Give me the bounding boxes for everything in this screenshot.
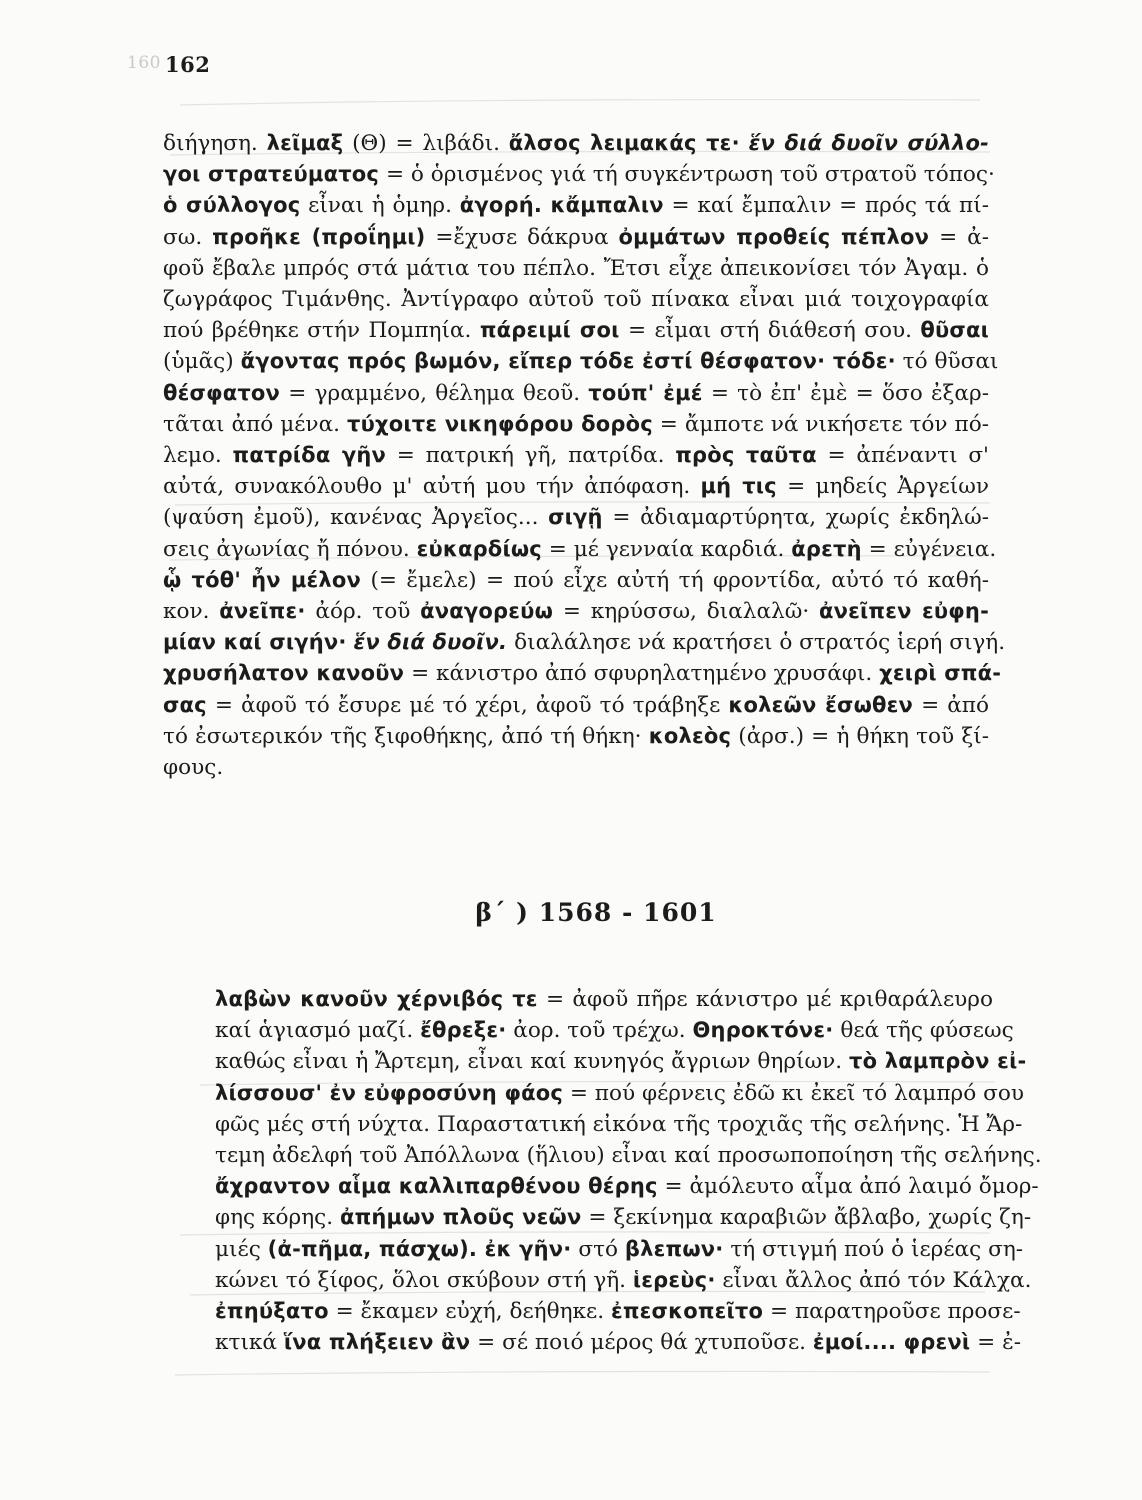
lemma-term: ἐπηύξατο [215, 1299, 329, 1324]
lemma-term: ἔθρεξε· [420, 1018, 507, 1043]
lemma-term: ἐμοί.... φρενὶ [812, 1330, 971, 1355]
lemma-term: χρυσήλατον κανοῦν [163, 661, 405, 686]
text-line [163, 190, 989, 221]
lemma-term: μίαν καί σιγήν· [163, 630, 347, 655]
lemma-term: ἐπεσκοπεῖτο [610, 1299, 764, 1324]
lemma-term: βλεπων· [624, 1236, 724, 1261]
text-line [215, 1234, 1024, 1265]
text-line [215, 1265, 1032, 1296]
gloss-text: φης κόρης. [215, 1205, 340, 1231]
lemma-term: ὁ σύλλογος [163, 193, 301, 218]
lemma-term: ἄλσος λειμακάς τε· [508, 131, 740, 155]
text-line [215, 1140, 1042, 1171]
gloss-text: = μέ γενναία καρδιά. [541, 536, 792, 562]
text-line [163, 222, 989, 253]
gloss-text: θεά τῆς φύσεως [833, 1018, 1014, 1044]
gloss-text: = γραμμένο, θέλημα θεοῦ. [280, 380, 589, 406]
commentary-paragraph-2 [215, 984, 1042, 1358]
page-number-text: 162 [165, 52, 211, 77]
gloss-text: αὐτά, συνακόλουθο μ' αὐτή μου τήν ἀπόφαση. [163, 474, 701, 500]
text-line [163, 253, 989, 284]
gloss-text: = ἀπέναντι σ' [816, 443, 989, 469]
text-line [163, 534, 997, 565]
gloss-text: τεμη ἀδελφή τοῦ Ἀπόλλωνα (ἥλιου) εἶναι καί προσωποποίηση τῆς σελήνης. [215, 1143, 1042, 1169]
lemma-term: θέσφατον [163, 380, 281, 405]
text-line [163, 409, 989, 440]
gloss-text: =ἔχυσε δάκρυα [425, 224, 619, 250]
lemma-term-italic: ἕν διά δυοῖν. [353, 630, 508, 655]
page-number [127, 52, 211, 77]
text-line [163, 502, 989, 533]
gloss-text: (Θ) = λιβάδι. [343, 131, 509, 156]
lemma-term: ἀνεῖπεν εὐφη- [818, 599, 989, 624]
gloss-text: στό [571, 1236, 625, 1262]
lemma-term: τύχοιτε νικηφόρου δορὸς [346, 411, 653, 436]
gloss-text: τό θῦσαι [895, 349, 999, 375]
gloss-text: τᾶται ἀπό μένα. [163, 411, 347, 437]
text-line [163, 378, 989, 409]
lemma-term: θῦσαι [920, 318, 989, 343]
gloss-text: = εὐγένεια. [861, 536, 997, 562]
lemma-term: ἀρετὴ [791, 536, 862, 561]
gloss-text: διήγηση. [163, 131, 267, 156]
text-line [163, 627, 1006, 658]
gloss-text: = εἶμαι στή διάθεσή σου. [619, 318, 921, 344]
lemma-term: κολεῶν ἔσωθεν [728, 692, 914, 717]
lemma-term: ἀνεῖπε· [219, 599, 306, 624]
text-line [163, 284, 989, 315]
text-line [163, 690, 989, 721]
lemma-term: μή τις [700, 474, 777, 499]
text-line [215, 1078, 1024, 1109]
text-line [163, 128, 989, 159]
gloss-text: = πού φέρνεις ἐδῶ κι ἐκεῖ τό λαμπρό σου [562, 1080, 1024, 1106]
text-line [163, 721, 989, 752]
gloss-text: = ἀφοῦ τό ἔσυρε μέ τό χέρι, ἀφοῦ τό τράβηξε [206, 692, 729, 718]
gloss-text: φους. [163, 755, 224, 781]
gloss-text: = πατρική γῆ, πατρίδα. [386, 443, 676, 469]
text-line [215, 1296, 1021, 1327]
text-line [163, 658, 1002, 689]
gloss-text: τό ἐσωτερικόν τῆς ξιφοθήκης, ἀπό τή θήκη· [163, 723, 649, 749]
gloss-text: = κάνιστρο ἀπό σφυρηλατημένο χρυσάφι. [404, 661, 880, 687]
gloss-text: κον. [163, 599, 220, 625]
text-line [215, 1171, 1039, 1202]
gloss-text: κώνει τό ξίφος, ὅλοι σκύβουν στή γῆ. [215, 1267, 633, 1293]
lemma-term: τὸ λαμπρὸν εἰ- [848, 1049, 1027, 1074]
gloss-text: = ὁ ὁρισμένος γιά τή συγκέντρωση τοῦ στρατοῦ τόπος· [379, 162, 995, 188]
gloss-text: (ψαύση ἐμοῦ), κανένας Ἀργεῖος... [163, 505, 549, 531]
text-line [215, 1327, 1021, 1358]
text-line [163, 752, 989, 783]
text-line [163, 315, 989, 346]
gloss-text: = ἀμόλευτο αἷμα ἀπό λαιμό ὄμορ- [657, 1174, 1039, 1200]
lemma-term: ᾧ τόθ' ἦν μέλον [163, 567, 362, 592]
gloss-text: = ἀ- [929, 224, 989, 250]
lemma-term: σιγῇ [548, 505, 603, 530]
gloss-text: = ἐ- [970, 1330, 1021, 1356]
gloss-text: = καί ἔμπαλιν = πρός τά πί- [663, 193, 989, 219]
lemma-term: κολεὸς [648, 723, 732, 748]
text-line [163, 159, 995, 190]
gloss-text: = παρατηροῦσε προσε- [763, 1299, 1021, 1325]
gloss-text: πού βρέθηκε στήν Πομπηία. [163, 318, 480, 344]
gloss-text: (= ἔμελε) = πού εἶχε αὐτή τή φροντίδα, αὐτό τό καθή- [361, 567, 989, 593]
text-line [163, 440, 989, 471]
text-line [215, 1015, 1014, 1046]
gloss-text: = τὸ ἐπ' ἐμὲ = ὅσο ἐξαρ- [702, 380, 990, 406]
gloss-text: μιές [215, 1236, 268, 1262]
lemma-term: ἱερεὺς· [632, 1267, 716, 1292]
lemma-term: γοι στρατεύματος [163, 162, 380, 187]
gloss-text: = ἄμποτε νά νικήσετε τόν πό- [652, 411, 989, 437]
lemma-term-italic: ἕν διά δυοῖν σύλλο- [748, 131, 990, 155]
text-line [163, 565, 989, 596]
gloss-text: = σέ ποιό μέρος θά χτυποῦσε. [470, 1330, 813, 1356]
text-line [215, 1109, 1023, 1140]
lemma-term: Θηροκτόνε· [692, 1018, 834, 1043]
lemma-term: τούπ' ἐμέ [588, 380, 703, 405]
lemma-term: ἄγοντας πρός βωμόν, εἴπερ τόδε ἐστί θέσφατον· τόδε· [240, 349, 896, 374]
lemma-term: πάρειμί σοι [479, 318, 620, 343]
text-line [215, 1046, 1027, 1077]
gloss-text: = ἀδιαμαρτύρητα, χωρίς ἐκδηλώ- [602, 505, 989, 531]
gloss-text: εἶναι ἄλλος ἀπό τόν Κάλχα. [715, 1267, 1032, 1293]
lemma-term: (ἀ-πῆμα, πάσχω). ἐκ γῆν· [267, 1236, 572, 1261]
text-line [215, 984, 993, 1015]
lemma-term: πρὸς ταῦτα [675, 443, 817, 468]
gloss-text: ἀόρ. τοῦ [305, 599, 421, 625]
text-line [163, 596, 989, 627]
gloss-text: φοῦ ἔβαλε μπρός στά μάτια του πέπλο. Ἔτσι εἶχε ἀπεικονίσει τόν Ἀγαμ. ὁ [163, 255, 989, 281]
lemma-term: ἀγορή. κἄμπαλιν [459, 193, 664, 218]
lemma-term: προῆκε (προΐημι) [212, 224, 426, 249]
gloss-text: φῶς μές στή νύχτα. Παραστατική εἰκόνα τῆς τροχιᾶς τῆς σελήνης. Ἡ Ἄρ- [215, 1111, 1023, 1137]
gloss-text: = ἔκαμεν εὐχή, δεήθηκε. [328, 1299, 611, 1325]
lemma-term: σας [163, 692, 207, 717]
lemma-term: ἵνα πλήξειεν ἂν [283, 1330, 471, 1355]
gloss-text: καί ἁγιασμό μαζί. [215, 1018, 421, 1044]
gloss-text: λεμο. [163, 443, 233, 469]
gloss-text: = ξεκίνημα καραβιῶν ἄβλαβο, χωρίς ζη- [581, 1205, 1032, 1231]
lemma-term: χειρὶ σπά- [879, 661, 1002, 686]
lemma-term: ἀπήμων πλοῦς νεῶν [339, 1205, 582, 1230]
gloss-text: = μηδείς Ἀργείων [776, 474, 989, 500]
section-heading [0, 898, 1142, 927]
text-line [215, 1202, 1032, 1233]
lemma-term: ἄχραντον αἷμα καλλιπαρθένου θέρης [215, 1174, 658, 1199]
commentary-paragraph-1 [163, 128, 1006, 783]
text-line [163, 471, 989, 502]
gloss-text: κτικά [215, 1330, 284, 1356]
gloss-text: διαλάλησε νά κρατήσει ὁ στρατός ἱερή σιγή. [507, 630, 1006, 656]
lemma-term: εὐκαρδίως [416, 536, 542, 561]
lemma-term: πατρίδα γῆν [232, 443, 386, 468]
faint-page-mark: 160 [127, 53, 161, 73]
gloss-text: ζωγράφος Τιμάνθης. Ἀντίγραφο αὐτοῦ τοῦ πίνακα εἶναι μιά τοιχογραφία [163, 287, 989, 313]
gloss-text: = ἀφοῦ πῆρε κάνιστρο μέ κριθαράλευρο [537, 987, 993, 1012]
lemma-term: ἀναγορεύω [420, 599, 554, 624]
gloss-text: σω. [163, 224, 213, 250]
gloss-text: = ἀπό [913, 692, 989, 718]
gloss-text: τή στιγμή πού ὁ ἱερέας ση- [723, 1236, 1024, 1262]
section-heading-text: β΄ ) 1568 - 1601 [475, 898, 717, 927]
text-line [163, 346, 999, 377]
lemma-term: λαβὼν κανοῦν χέρνιβός τε [215, 987, 538, 1011]
gloss-text: καθώς εἶναι ἡ Ἄρτεμη, εἶναι καί κυνηγός ἄγριων θηρίων. [215, 1049, 849, 1075]
lemma-term: λεῖμαξ [266, 131, 344, 155]
gloss-text: (ἀρσ.) = ἡ θήκη τοῦ ξί- [731, 723, 990, 749]
gloss-text: εἶναι ἡ ὁμηρ. [300, 193, 460, 219]
gloss-text: σεις ἀγωνίας ἤ πόνου. [163, 536, 417, 562]
gloss-text: ἀορ. τοῦ τρέχω. [506, 1018, 693, 1044]
gloss-text [740, 131, 749, 156]
gloss-text: (ὑμᾶς) [163, 349, 241, 375]
lemma-term: λίσσουσ' ἐν εὐφροσύνη φάος [215, 1080, 563, 1105]
gloss-text: = κηρύσσω, διαλαλῶ· [553, 599, 819, 625]
lemma-term: ὀμμάτων προθείς πέπλον [618, 224, 930, 249]
